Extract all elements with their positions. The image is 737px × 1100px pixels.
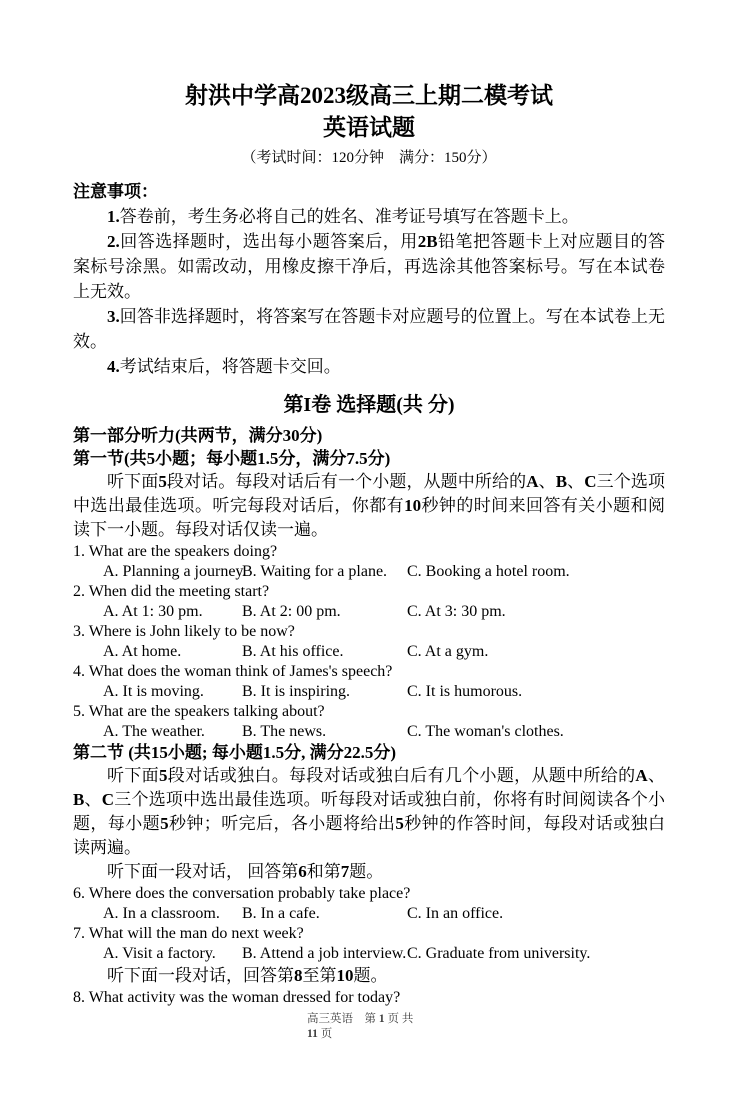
question-2 xyxy=(73,582,665,622)
question-7-option-b: B. Attend a job interview. xyxy=(242,945,407,962)
section2-heading: 第二节 (共15小题; 每小题1.5分, 满分22.5分) xyxy=(73,743,396,762)
question-3 xyxy=(73,622,665,662)
question-5-options xyxy=(73,722,665,742)
exam-title: 射洪中学高2023级高三上期二模考试 xyxy=(185,83,553,108)
notice-heading: 注意事项： xyxy=(73,182,158,201)
notice-item-3: 3.回答非选择题时，将答案写在答题卡对应题号的位置上。写在本试卷上无效。 xyxy=(73,307,665,351)
question-8-stem: 8. What activity was the woman dressed for today? xyxy=(73,989,401,1006)
question-7 xyxy=(73,924,665,964)
question-1-stem: 1. What are the speakers doing? xyxy=(73,543,278,560)
volume-title: 第I卷 选择题(共 分) xyxy=(283,394,455,416)
footer-line-1: 高三英语 第 1 页 共 xyxy=(307,1013,414,1025)
question-3-option-b: B. At his office. xyxy=(242,643,344,660)
question-1-option-c: C. Booking a hotel room. xyxy=(407,563,570,580)
question-6-option-c: C. In an office. xyxy=(407,905,504,922)
page-footer xyxy=(307,1012,665,1042)
question-4-option-b: B. It is inspiring. xyxy=(242,683,351,700)
question-2-option-b: B. At 2: 00 pm. xyxy=(242,603,341,620)
question-6-option-a: A. In a classroom. xyxy=(103,905,220,922)
notice-item-1: 1.答卷前，考生务必将自己的姓名、准考证号填写在答题卡上。 xyxy=(107,207,579,226)
question-3-option-a: A. At home. xyxy=(103,643,182,660)
notice-item-2: 2.回答选择题时，选出每小题答案后，用2B铅笔把答题卡上对应题目的答案标号涂黑。如需改动，用橡皮擦干净后，再选涂其他答案标号。写在本试卷上无效。 xyxy=(73,232,666,301)
question-7-options xyxy=(73,944,665,964)
question-4-option-a: A. It is moving. xyxy=(103,683,204,700)
question-5-option-c: C. The woman's clothes. xyxy=(407,723,564,740)
question-2-option-c: C. At 3: 30 pm. xyxy=(407,603,506,620)
question-5 xyxy=(73,702,665,742)
question-2-options xyxy=(73,602,665,622)
question-8 xyxy=(73,988,665,1008)
question-4-stem: 4. What does the woman think of James's speech? xyxy=(73,663,393,680)
prompt-questions-6-7: 听下面一段对话， 回答第6和第7题。 xyxy=(107,862,384,881)
question-7-stem: 7. What will the man do next week? xyxy=(73,925,304,942)
section1-heading: 第一节(共5小题；每小题1.5分，满分7.5分) xyxy=(73,449,391,468)
footer-line-2: 11 页 xyxy=(307,1028,333,1040)
question-5-option-b: B. The news. xyxy=(242,723,327,740)
question-3-option-c: C. At a gym. xyxy=(407,643,489,660)
question-2-option-a: A. At 1: 30 pm. xyxy=(103,603,203,620)
question-6-option-b: B. In a cafe. xyxy=(242,905,320,922)
question-2-stem: 2. When did the meeting start? xyxy=(73,583,270,600)
part1-heading: 第一部分听力(共两节，满分30分) xyxy=(73,426,323,445)
question-3-options xyxy=(73,642,665,662)
section1-instructions: 听下面5段对话。每段对话后有一个小题，从题中所给的A、B、C三个选项中选出最佳选项。听完每段对话后，你都有10秒钟的时间来回答有关小题和阅读下一小题。每段对话仅读一遍。 xyxy=(73,472,666,539)
question-6-stem: 6. Where does the conversation probably take place? xyxy=(73,885,411,902)
question-1 xyxy=(73,542,665,582)
question-1-option-b: B. Waiting for a plane. xyxy=(242,563,388,580)
question-7-option-a: A. Visit a factory. xyxy=(103,945,216,962)
question-6 xyxy=(73,884,665,924)
question-5-stem: 5. What are the speakers talking about? xyxy=(73,703,325,720)
question-3-stem: 3. Where is John likely to be now? xyxy=(73,623,295,640)
exam-meta: （考试时间：120分钟 满分：150分） xyxy=(241,150,497,166)
question-5-option-a: A. The weather. xyxy=(103,723,205,740)
question-1-option-a: A. Planning a journey. xyxy=(103,563,247,580)
question-4-options xyxy=(73,682,665,702)
question-7-option-c: C. Graduate from university. xyxy=(407,945,591,962)
exam-paper-page xyxy=(0,80,737,1100)
question-4-option-c: C. It is humorous. xyxy=(407,683,523,700)
subject-title: 英语试题 xyxy=(323,115,415,140)
notice-item-4: 4.考试结束后，将答题卡交回。 xyxy=(107,357,341,376)
question-6-options xyxy=(73,904,665,924)
section2-instructions: 听下面5段对话或独白。每段对话或独白后有几个小题，从题中所给的A、B、C三个选项中选出最佳选项。听每段对话或独白前，你将有时间阅读各个小题，每小题5秒钟；听完后，各小题将给出5秒钟的作答时间，每段对话或独白读两遍。 xyxy=(73,766,666,857)
question-1-options xyxy=(73,562,665,582)
question-4 xyxy=(73,662,665,702)
prompt-questions-8-10: 听下面一段对话，回答第8至第10题。 xyxy=(107,966,388,985)
